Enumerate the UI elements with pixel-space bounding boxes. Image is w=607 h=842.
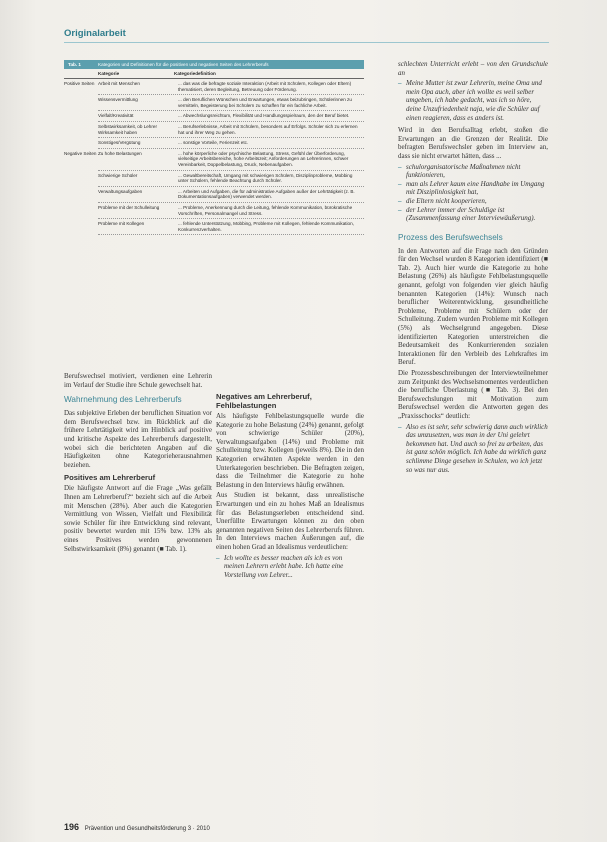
table-row (98, 219, 364, 235)
expectation-paragraph: Wird in den Berufsalltag erlebt, stoßen die Erwartungen an die Grenzen der Realität. Die befragten Berufswechsler geben im Interview an, dass sie nicht erwartet hätten, dass ... (398, 126, 548, 160)
process-paragraph: In den Antworten auf die Frage nach den Gründen für den Wechsel wurden 8 Kategorien identifiziert (■ Tab. 2). Auch hier wurde die Kategorie zu hohe Belastung (26%) als häufigste Fehlbelastungsquelle genannt, gefolgt von folgenden vier gleich häufig benannten Kategorien (14%): Wunsch nach beruflicher Weiterentwicklung, gesundheitliche Probleme, Probleme mit Schülern oder der Schulleitung. Zudem wurden Probleme mit Kollegen (5%) als Wechselgrund angegeben. Diese identifizierten Kategorien unterstreichen die Bedeutsamkeit des Konkurrierenden sozialen Interaktionen für den Verbleib des Lehrkraftes im Beruf. (398, 246, 548, 367)
col-header-definition: Kategoriedefinition (174, 70, 216, 76)
header-rule (64, 42, 549, 43)
bullet-list-expectations (398, 163, 548, 223)
negative-paragraph: Als häufigste Fehlbelastungsquelle wurde die Kategorie zu hohe Belastung (24%) genannt, gefolgt von schwierige Schüler (20%), Verwaltungsaufgaben (14%) und Probleme mit Schulleitung bzw. Kollegen (jeweils 8%). Die in den Kategorien erwähnten Aspekte werden in den Unterkategorien beschrieben. Die Befragten zeigen, dass die Teilnehmer die Kategorie zu hohe Belastung in den Interviews häufig erwähnen. (216, 412, 364, 489)
column-2 (216, 392, 364, 579)
category-cell: Vielfalt/Kreativität (98, 113, 134, 119)
quote-item: – Ich wollte es besser machen als ich es von meinen Lehrern erlebt habe. Ich hatte eine Vorstellung von Lehrer... (216, 554, 364, 580)
bullet-item: – schulorganisatorische Maßnahmen nicht funktionieren, (398, 163, 548, 180)
category-cell: Arbeit mit Menschen (98, 81, 140, 86)
table-body (64, 79, 364, 235)
bullet-list-top (398, 79, 548, 122)
definition-cell: ... Abwechslungsreichtum, Flexibilität und Handlungsspielraum, den der Beruf bietet. (178, 113, 350, 119)
heading-negative: Negatives am Lehrerberuf, Fehlbelastungen (216, 392, 312, 410)
col-header-category: Kategorie (98, 70, 120, 76)
perception-paragraph: Das subjektive Erleben der beruflichen Situation vor dem Berufswechsel bzw. im Rückblick auf die frühere Lehrtätigkeit wird im Hinblick auf positive und kritische Aspekte des Lehrerberufs dargestellt, wobei sich die berichteten Angaben auf die Häufigkeiten ohne Kategorieherausnahmen beziehen. (64, 409, 212, 469)
definition-cell: ... fehlende Unterstützung, Mobbing, Probleme mit Kollegen, fehlende Kommunikation, Konkurrenzverhalten. (178, 221, 354, 232)
category-cell: Probleme mit Kollegen (98, 221, 145, 227)
heading-process: Prozess des Berufswechsels (398, 232, 503, 242)
table-row (98, 111, 364, 122)
journal-name: Prävention und Gesundheitsförderung 3 · 2010 (84, 826, 210, 832)
definition-cell: ... Probleme, Anerkennung durch die Leitung, fehlende Kommunikation, bürokratische Vorschriften, Personalmangel und Stress. (178, 204, 353, 216)
intro-paragraph: Berufswechsel motiviert, verdienen eine Lehrerin im Verlauf der Studie ihre Schule gewechselt hat. (64, 372, 212, 389)
table-row (98, 187, 364, 203)
table-row (98, 122, 364, 138)
definition-cell: ... den Beruflichen Wünschen und Erwartungen, etwas beizubringen, Schülerinnen zu vermitteln, Begeisterung bei Schülern zu schaffen für ein fachliche Arbeit. (178, 97, 352, 108)
heading-positive: Positives am Lehrerberuf (64, 473, 156, 483)
category-cell: Schwierige Schüler (98, 172, 138, 178)
category-cell: Sonstiges/Vergütung (98, 140, 141, 146)
definition-cell: ... sonstige Vorteile, Ferienzeit etc. (178, 140, 249, 146)
table-row (98, 171, 364, 187)
table-label: Tab. 1 (68, 61, 81, 67)
process-paragraph-2: Die Prozessbeschreibungen der Interviewteilnehmer zum Zeitpunkt des Wechselsmomentes verdeutlichen die berufliche Überlastung (■ Tab. 3). Bei den Berufswechslungen mit Motivation zum Berufswechsel werden die Antworten gegen des „Praxisschocks“ deutlich: (398, 369, 548, 420)
bullet-item: – der Lehrer immer der Schuldige ist (Zusammenfassung einer Interviewäußerung). (398, 206, 548, 223)
table-caption-bar (64, 60, 364, 69)
table-row (98, 138, 364, 149)
page-number: 196 (64, 822, 80, 832)
table-group (64, 79, 364, 149)
quote-continuation: schlechten Unterricht erlebt – von den Grundschule an (398, 60, 548, 77)
category-cell: Selbstwirksamkeit, ob Lehrer Wirksamkeit haben (98, 123, 157, 135)
positive-paragraph: Die häufigste Antwort auf die Frage „Was gefällt Ihnen am Lehrerberuf?“ bezieht sich auf die Arbeit mit Menschen (28%). Aber auch die Kategorien Vermittlung von Wissen, Vielfalt und Flexibilität sowie Schüler für ihre Entwicklung sind relevant, positiv bewertet wurden mit 15% bzw. 13% als eines Positives werden gewonnenen Selbstwirksamkeit (8%) genannt (■ Tab. 1). (64, 484, 212, 553)
definition-cell: ... Berufserlebnisse, Arbeit mit Schülern, besonders auf Erfolgs. Schüler sich zu erlernen hat und ihrer Weg zu gehen. (178, 123, 358, 135)
studies-paragraph: Aus Studien ist bekannt, dass unrealistische Erwartungen und ein zu hohes Maß an Idealismus für das Belastungserleben entscheidend sind. Unerfüllte Erwartungen können zu den oben genannten negativen Seiten des Lehrerberufs führen. In den Interviews machen Äußerungen auf, die einen hohen Grad an Idealismus verdeutlichen: (216, 491, 364, 551)
definition-cell: ... Arbeiten und Aufgaben, die für administrative Aufgaben außer der Lehrtätigkeit (z. B. Dokumentationsaufgaben) verwendet werden. (178, 188, 355, 200)
table-caption: Kategorien und Definitionen für die positiven und negativen Seiten des Lehrerberufs (98, 61, 269, 67)
definition-cell: ... hohe körperliche oder psychische Belastung, Stress, Gefühl der Überforderung, vielseitige Arbeitsbereiche, hohe Arbeitszeit; Anforderungen an Lehrerinnen, schwer Vereinbarkeit, Doppelbelastung, Druck, Nebenaufgaben. (178, 150, 349, 167)
column-1 (64, 372, 212, 555)
category-cell: Wissensvermittlung (98, 97, 138, 103)
table-group (64, 149, 364, 236)
definition-cell: ... das was die befragte soziale Interaktion (Arbeit mit Schülern, Kollegen oder Eltern) thematisiert, deren Begleitung, Betreuung oder Förderung. (178, 81, 352, 92)
table-row (98, 149, 364, 171)
bullet-item: – man als Lehrer kaum eine Handhabe im Umgang mit Disziplinlosigkeit hat, (398, 180, 548, 197)
heading-perception: Wahrnehmung des Lehrerberufs (64, 395, 182, 405)
bullet-item: – Meine Mutter ist zwar Lehrerin, meine Oma und mein Opa auch, aber ich wollte es weil selber umgeben, ich habe gedacht, was ich so höre, deine Unzufriedenheit naja, wie die Schüler auf einen reagieren, dass es anders ist. (398, 79, 548, 122)
definition-cell: ... Gewaltbereitschaft, Umgang mit schwierigen Schülern, Disziplinprobleme, Mobbing unter Schülern, fehlende Beachtung durch Schüler. (178, 172, 353, 184)
table-1 (64, 60, 364, 235)
table-row (98, 95, 364, 111)
section-header: Originalarbeit (64, 28, 126, 39)
group-label: Positive Seiten (64, 81, 95, 86)
column-3 (398, 60, 548, 474)
group-label: Negative Seiten (64, 150, 97, 156)
bullet-item: – Also es ist sehr, sehr schwierig dann auch wirklich das umzusetzen, was man in der Uni gelehrt bekommen hat. Und auch so frei zu arbeiten, das ist ganz schön möglich. Ich habe da wirklich ganz schlimme Dinge gesehen in Schulen, wo ich jetzt so was nur aus. (398, 423, 548, 475)
category-cell: Probleme mit der Schulleitung (98, 204, 160, 210)
bullet-item: – die Eltern nicht kooperieren, (398, 197, 548, 206)
table-row (98, 203, 364, 219)
table-header-row (64, 69, 364, 79)
category-cell: Zu hohe Belastungen (98, 150, 142, 156)
table-row (98, 79, 364, 95)
bullet-list-bottom (398, 423, 548, 475)
category-cell: Verwaltungsaufgaben (98, 188, 143, 194)
page-footer (64, 822, 210, 832)
